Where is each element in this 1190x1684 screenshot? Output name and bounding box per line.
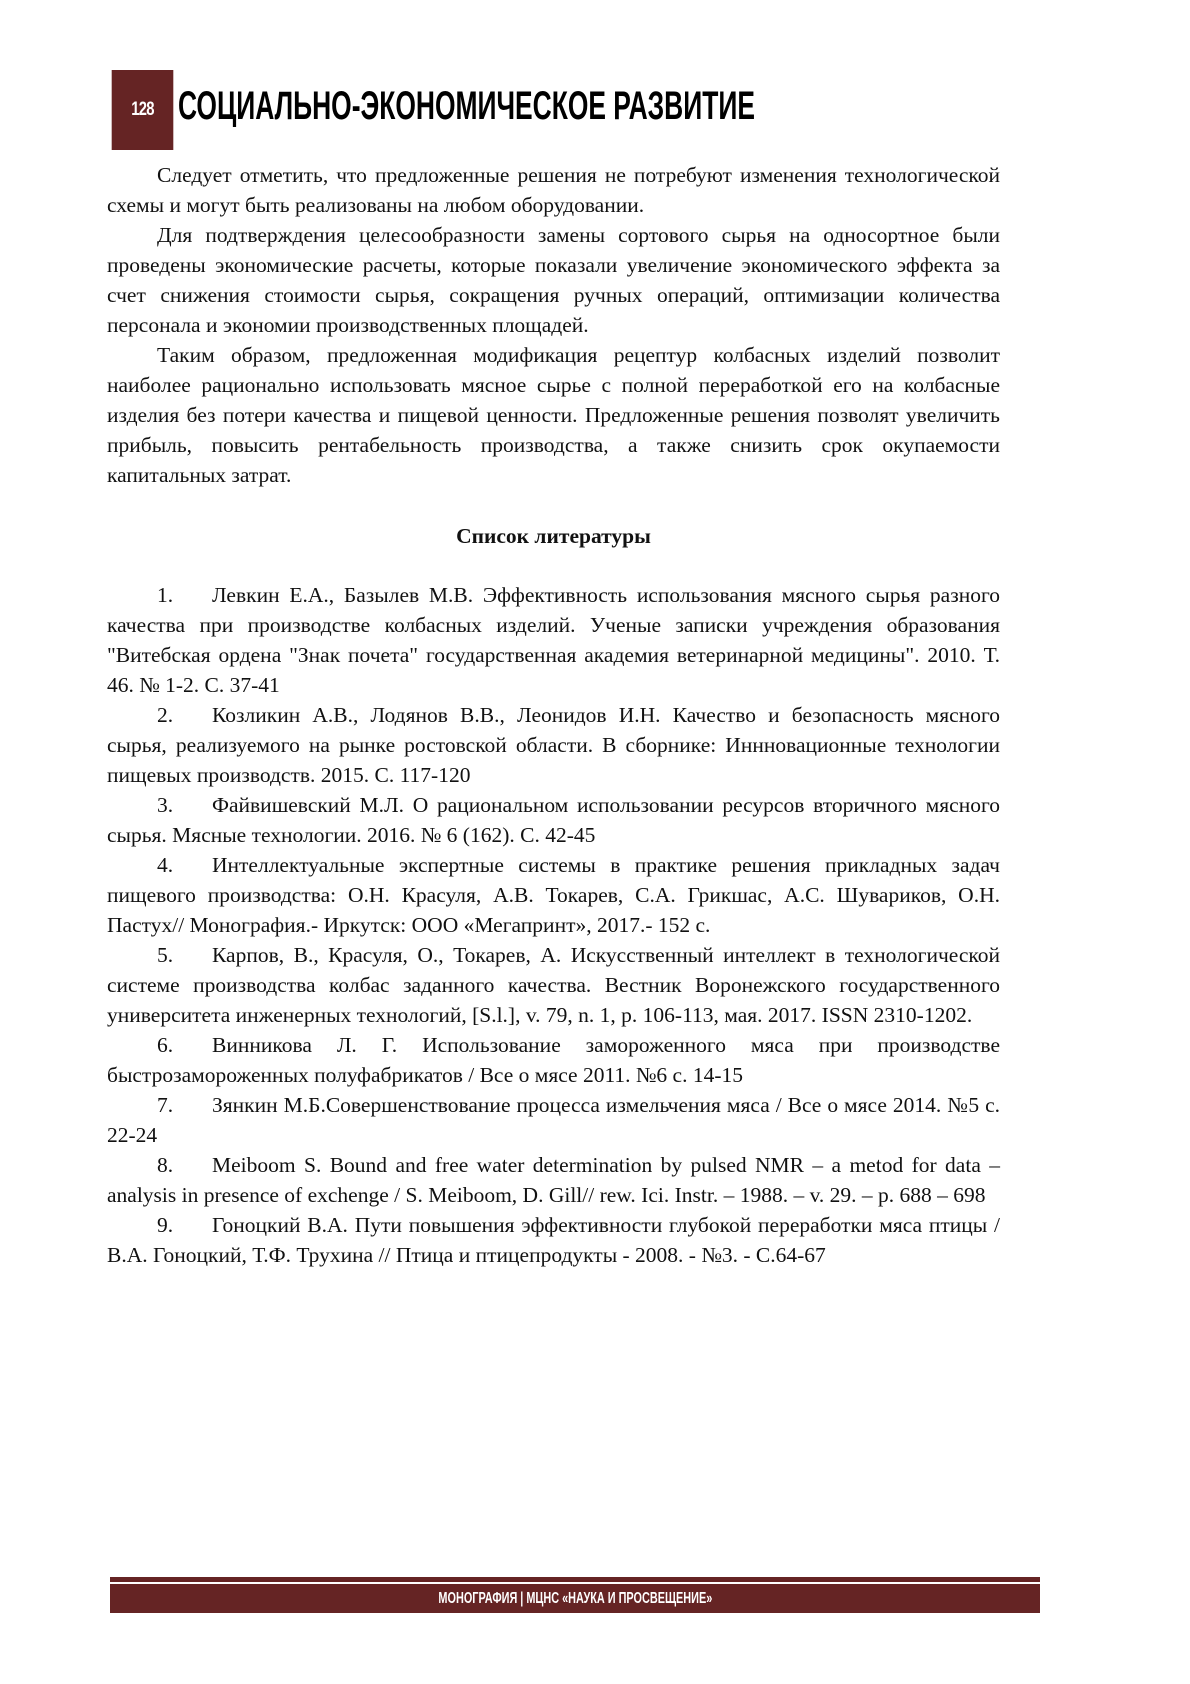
- references-heading: Список литературы: [456, 524, 651, 548]
- paragraph: Следует отметить, что предложенные решения не потребуют изменения технологической схемы и могут быть реализованы на любом оборудовании.: [107, 163, 1000, 217]
- reference-text: Винникова Л. Г. Использование замороженного мяса при производстве быстрозамороженных полуфабрикатов / Все о мясе 2011. №6 с. 14-15: [107, 1033, 1000, 1087]
- page-body: [107, 160, 1000, 1270]
- footer-bar: [110, 1584, 1040, 1613]
- reference-text: Файвишевский М.Л. О рациональном использовании ресурсов вторичного мясного сырья. Мясные технологии. 2016. № 6 (162). С. 42-45: [107, 793, 1000, 847]
- reference-number: 3.: [157, 793, 174, 817]
- reference-number: 1.: [157, 583, 174, 607]
- footer-text: МОНОГРАФИЯ | МЦНС «НАУКА И ПРОСВЕЩЕНИЕ»: [438, 1589, 712, 1607]
- reference-number: 7.: [157, 1093, 174, 1117]
- reference-text: Интеллектуальные экспертные системы в практике решения прикладных задач пищевого производства: О.Н. Красуля, А.В. Токарев, С.А. Грикшас, А.С. Шувариков, О.Н. Пастух// Монография.- Иркутск: ООО «Мегапринт», 2017.- 152 с.: [107, 853, 1000, 937]
- reference-text: Зянкин М.Б.Совершенствование процесса измельчения мяса / Все о мясе 2014. №5 с. 22-24: [107, 1093, 1000, 1147]
- reference-item: [107, 1210, 1000, 1270]
- section-title: СОЦИАЛЬНО-ЭКОНОМИЧЕСКОЕ РАЗВИТИЕ: [178, 84, 755, 128]
- reference-item: [107, 700, 1000, 790]
- reference-item: [107, 1090, 1000, 1150]
- reference-number: 9.: [157, 1213, 174, 1237]
- reference-item: [107, 850, 1000, 940]
- reference-number: 6.: [157, 1033, 174, 1057]
- reference-number: 2.: [157, 703, 174, 727]
- paragraph: Таким образом, предложенная модификация рецептур колбасных изделий позволит наиболее рационально использовать мясное сырье с полной переработкой его на колбасные изделия без потери качества и пищевой ценности. Предложенные решения позволят увеличить прибыль, повысить рентабельность производства, а также снизить срок окупаемости капитальных затрат.: [107, 343, 1000, 487]
- reference-number: 5.: [157, 943, 174, 967]
- reference-number: 4.: [157, 853, 174, 877]
- reference-item: [107, 580, 1000, 700]
- reference-text: Левкин Е.А., Базылев М.В. Эффективность использования мясного сырья разного качества при производстве колбасных изделий. Ученые записки учреждения образования "Витебская ордена "Знак почета" государственная академия ветеринарной медицины". 2010. Т. 46. № 1-2. С. 37-41: [107, 583, 1000, 697]
- page-number: 128: [131, 99, 154, 120]
- references-list: [107, 580, 1000, 1270]
- reference-item: [107, 940, 1000, 1030]
- reference-text: Гоноцкий В.А. Пути повышения эффективности глубокой переработки мяса птицы /В.А. Гоноцкий, Т.Ф. Трухина // Птица и птицепродукты - 2008. - №3. - С.64-67: [107, 1213, 1000, 1267]
- reference-text: Карпов, В., Красуля, О., Токарев, А. Искусственный интеллект в технологической системе производства колбас заданного качества. Вестник Воронежского государственного университета инженерных технологий, [S.l.], v. 79, n. 1, p. 106-113, мая. 2017. ISSN 2310-1202.: [107, 943, 1000, 1027]
- reference-item: [107, 1030, 1000, 1090]
- page-number-box: [112, 70, 174, 150]
- reference-text: Козликин А.В., Лодянов В.В., Леонидов И.Н. Качество и безопасность мясного сырья, реализуемого на рынке ростовской области. В сборнике: Иннновационные технологии пищевых производств. 2015. С. 117-120: [107, 703, 1000, 787]
- reference-number: 8.: [157, 1153, 174, 1177]
- reference-text: Meiboom S. Bound and free water determination by pulsed NMR – a metod for data – analysis in presence of exchenge / S. Meiboom, D. Gill// rew. Ici. Instr. – 1988. – v. 29. – p. 688 – 698: [107, 1153, 1000, 1207]
- paragraph: Для подтверждения целесообразности замены сортового сырья на односортное были проведены экономические расчеты, которые показали увеличение экономического эффекта за счет снижения стоимости сырья, сокращения ручных операций, оптимизации количества персонала и экономии производственных площадей.: [107, 223, 1000, 337]
- reference-item: [107, 1150, 1000, 1210]
- footer-divider: [110, 1577, 1040, 1582]
- reference-item: [107, 790, 1000, 850]
